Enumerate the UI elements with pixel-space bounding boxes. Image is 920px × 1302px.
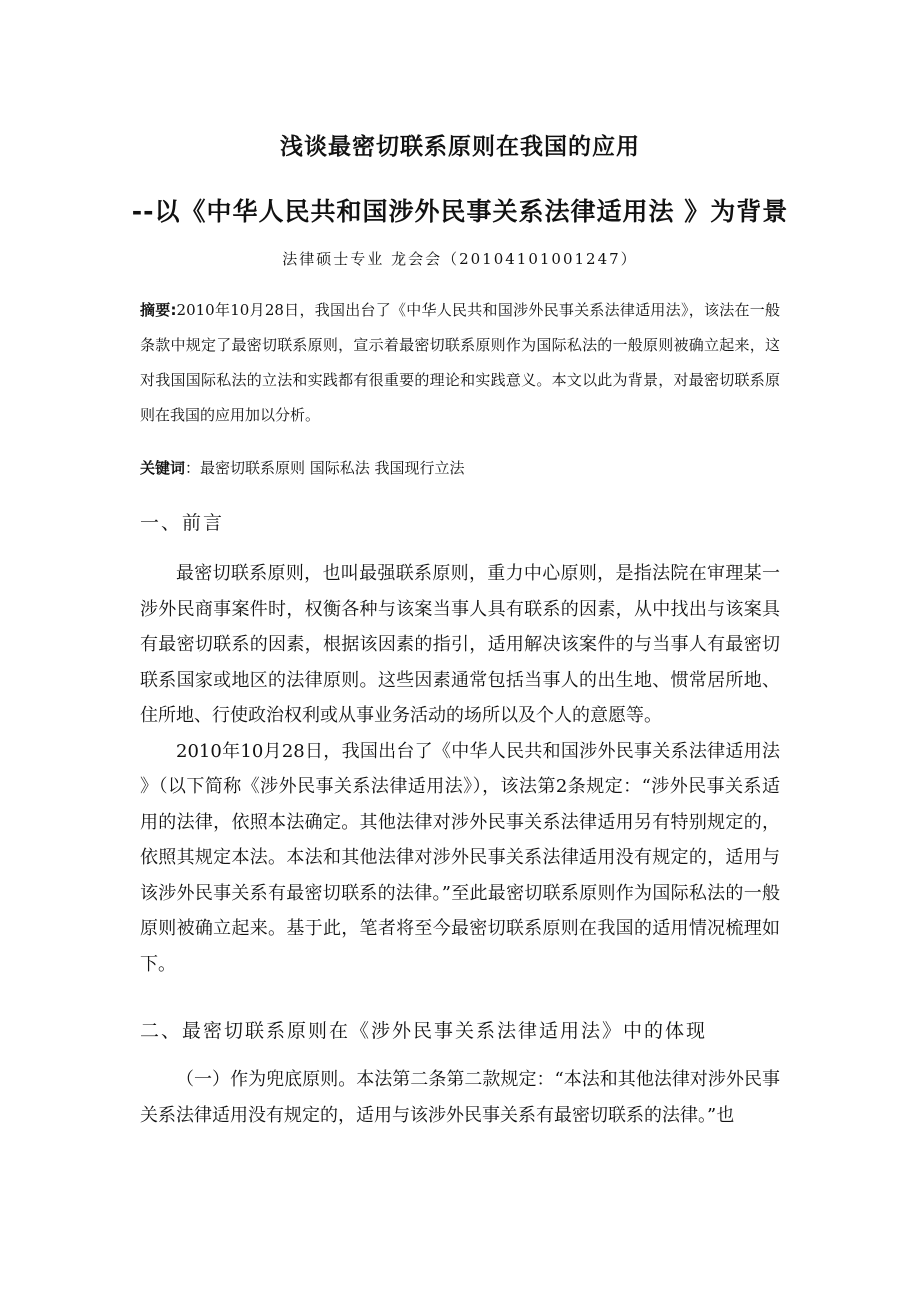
section-heading-preface: 一、前言 bbox=[140, 512, 225, 534]
author-line: 法律硕士专业 龙会会（20104101001247） bbox=[282, 250, 638, 268]
section-heading-embodiment: 二、最密切联系原则在《涉外民事关系法律适用法》中的体现 bbox=[140, 1020, 708, 1042]
abstract-label: 摘要: bbox=[140, 301, 177, 319]
keywords-label: 关键词 bbox=[140, 459, 186, 477]
abstract-text: 2010年10月28日，我国出台了《中华人民共和国涉外民事关系法律适用法》，该法在一般条款中规定了最密切联系原则，宣示着最密切联系原则作为国际私法的一般原则被确立起来，这对我国国际私法的立法和实践都有很重要的理论和实践意义。本文以此为背景，对最密切联系原则在我国的应用加以分析。 bbox=[140, 301, 781, 424]
keywords-text: ：最密切联系原则 国际私法 我国现行立法 bbox=[185, 459, 465, 477]
paragraph: （一）作为兜底原则。本法第二条第二款规定：“本法和其他法律对涉外民事关系法律适用没有规定的，适用与该涉外民事关系有最密切联系的法律。”也 bbox=[140, 1069, 780, 1126]
keywords bbox=[140, 453, 780, 483]
abstract bbox=[140, 293, 780, 433]
section-body-embodiment bbox=[140, 1062, 780, 1133]
paragraph: 最密切联系原则，也叫最强联系原则，重力中心原则，是指法院在审理某一涉外民商事案件时，权衡各种与该案当事人具有联系的因素，从中找出与该案具有最密切联系的因素，根据该因素的指引，适用解决该案件的与当事人有最密切联系国家或地区的法律原则。这些因素通常包括当事人的出生地、惯常居所地、住所地、行使政治权利或从事业务活动的场所以及个人的意愿等。 bbox=[140, 563, 780, 726]
document-title: 浅谈最密切联系原则在我国的应用 bbox=[280, 134, 640, 160]
section-body-preface bbox=[140, 556, 780, 982]
document-subtitle: --以《中华人民共和国涉外民事关系法律适用法 》为背景 bbox=[131, 197, 789, 226]
paragraph: 2010年10月28日，我国出台了《中华人民共和国涉外民事关系法律适用法 》（以下简称《涉外民事关系法律适用法》），该法第2条规定：“涉外民事关系适用的法律，依照本法确定。其他法律对涉外民事关系法律适用另有特别规定的，依照其规定本法。本法和其他法律对涉外民事关系法律适用没有规定的，适用与该涉外民事关系有最密切联系的法律。”至此最密切联系原则作为国际私法的一般原则被确立起来。基于此，笔者将至今最密切联系原则在我国的适用情况梳理如下。 bbox=[140, 740, 780, 975]
